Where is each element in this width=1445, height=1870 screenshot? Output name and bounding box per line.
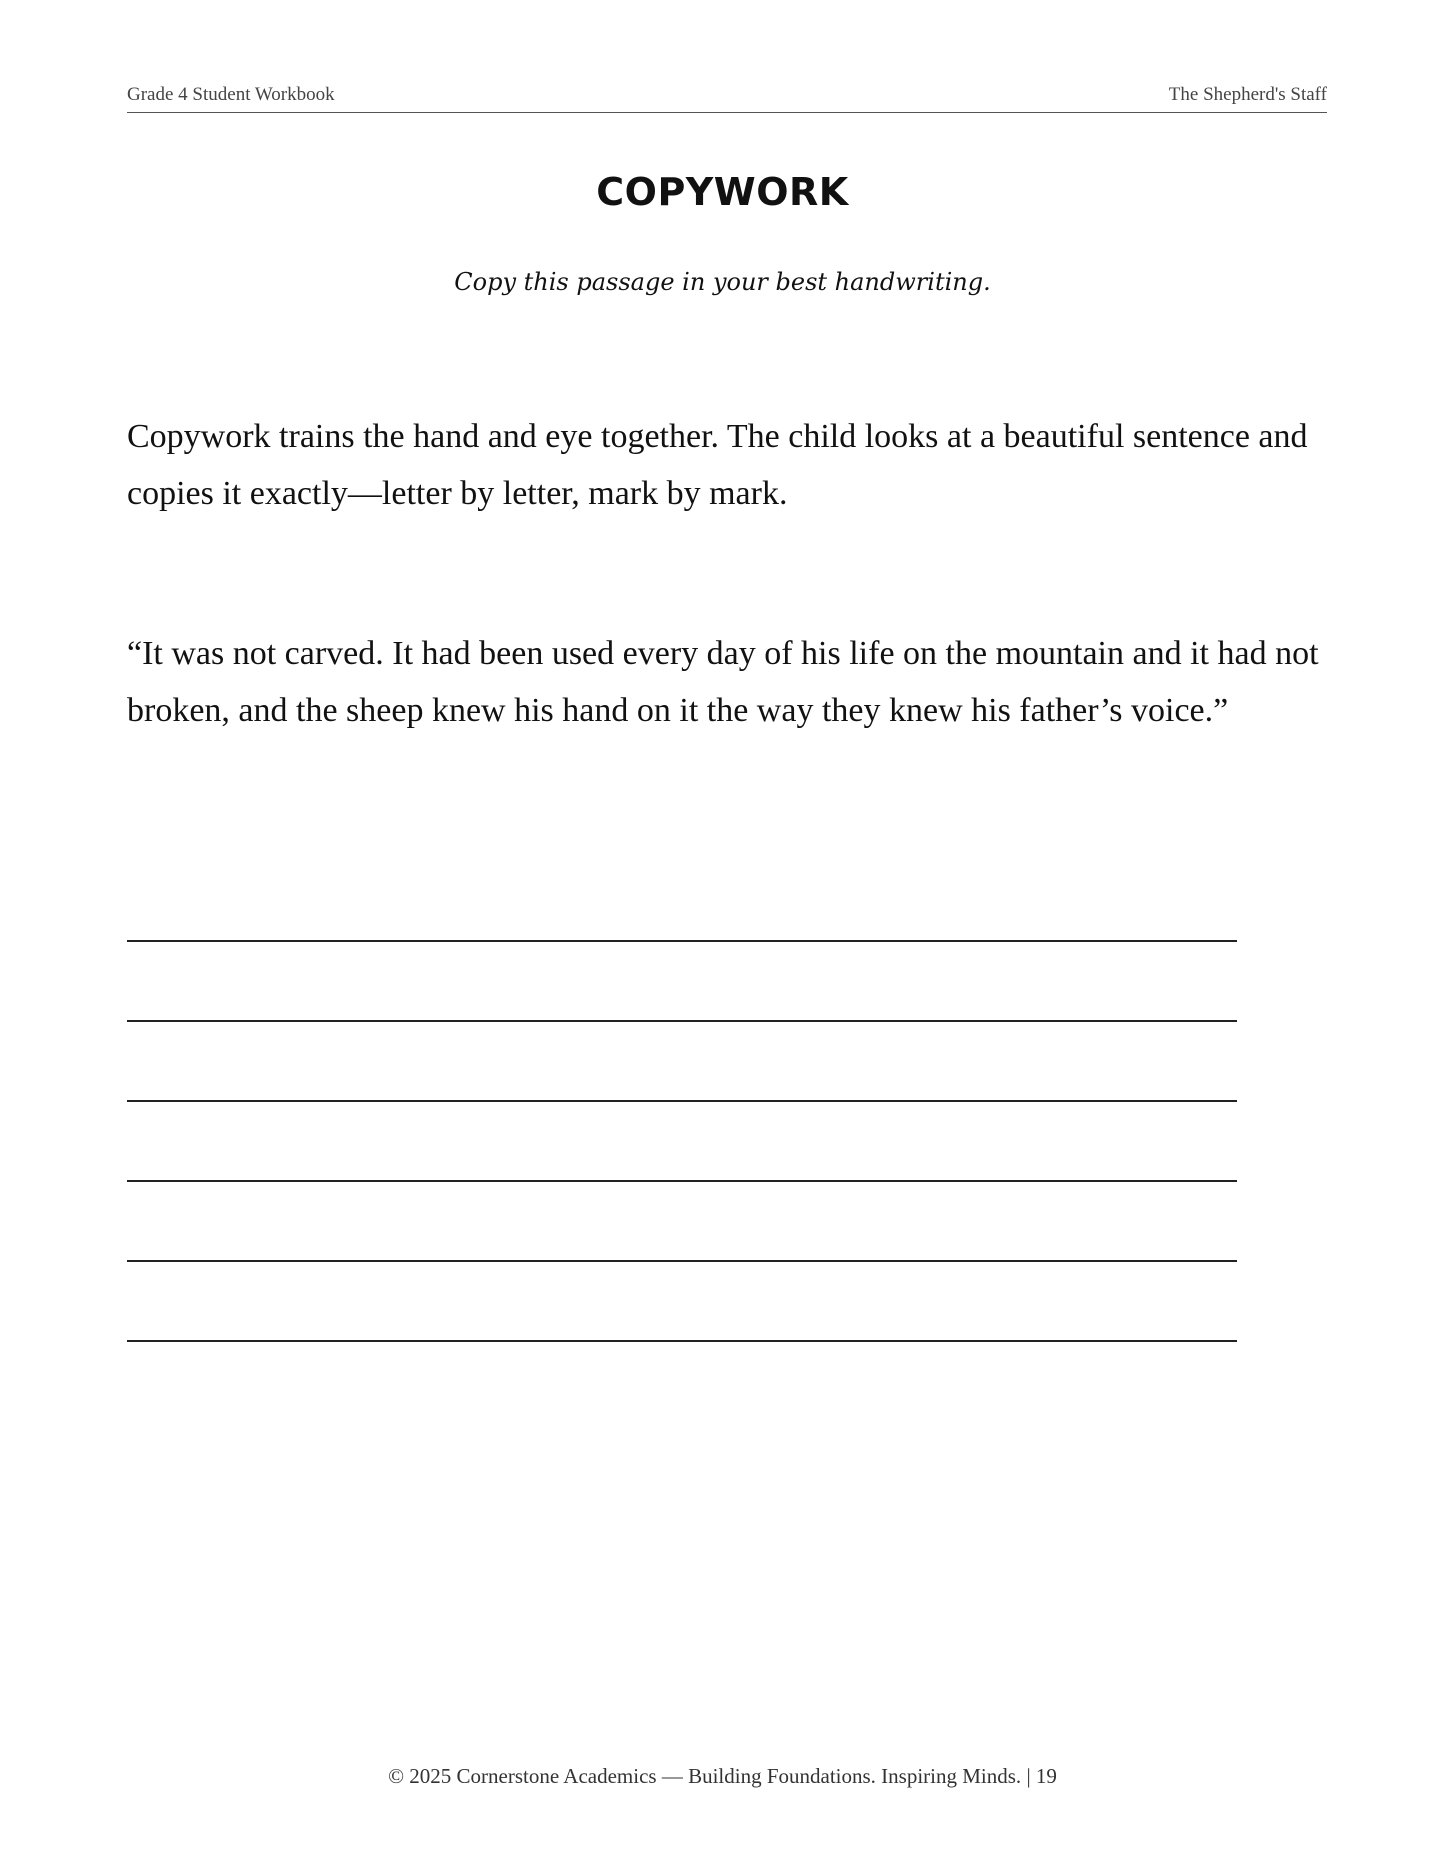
book-title: The Shepherd's Staff xyxy=(1168,84,1327,105)
page-footer xyxy=(0,1764,1445,1789)
page-header xyxy=(127,80,1327,113)
writing-line xyxy=(127,1340,1237,1342)
writing-line xyxy=(127,1180,1237,1182)
footer-copyright: © 2025 Cornerstone Academics — Building Foundations. Inspiring Minds. xyxy=(388,1764,1022,1788)
handwriting-lines xyxy=(127,940,1237,1420)
writing-line xyxy=(127,1100,1237,1102)
page-number: 19 xyxy=(1035,1764,1057,1788)
writing-line xyxy=(127,940,1237,942)
instruction-text: Copy this passage in your best handwriting. xyxy=(454,268,991,296)
writing-line xyxy=(127,1020,1237,1022)
page-title: COPYWORK xyxy=(596,170,849,214)
footer-separator: | xyxy=(1026,1764,1031,1788)
copywork-passage: “It was not carved. It had been used every day of his life on the mountain and it had not broken, and the sheep knew his hand on it the way they knew his father’s voice.” xyxy=(127,635,1319,729)
workbook-title: Grade 4 Student Workbook xyxy=(127,84,335,105)
intro-paragraph: Copywork trains the hand and eye together. The child looks at a beautiful sentence and copies it exactly—letter by letter, mark by mark. xyxy=(127,418,1308,512)
writing-line xyxy=(127,1260,1237,1262)
